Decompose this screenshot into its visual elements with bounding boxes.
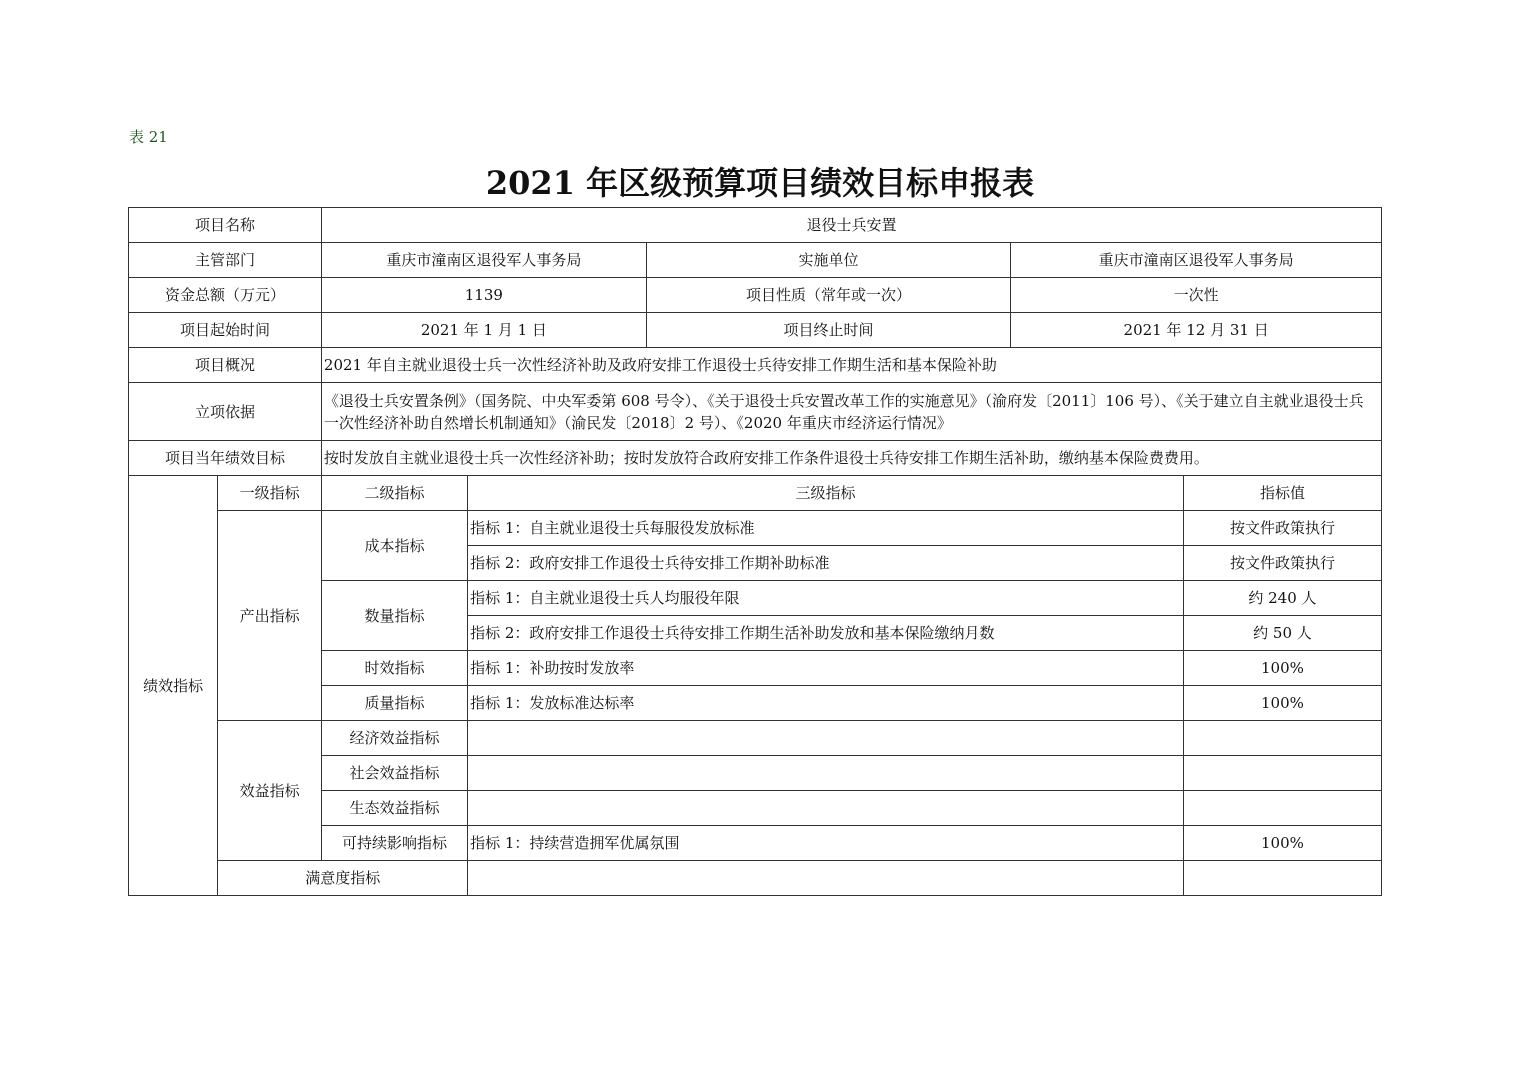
dept-label: 主管部门 (129, 243, 322, 278)
quality-indicator-1: 指标 1：发放标准达标率 (468, 686, 1184, 721)
header-value: 指标值 (1183, 476, 1381, 511)
table-row (129, 476, 1382, 511)
impl-label: 实施单位 (646, 243, 1011, 278)
table-row (129, 278, 1382, 313)
header-level1: 一级指标 (218, 476, 322, 511)
cost-indicator-1: 指标 1：自主就业退役士兵每服役发放标准 (468, 511, 1184, 546)
table-row (129, 861, 1382, 896)
economic-benefit-detail (468, 721, 1184, 756)
sustainability-indicator-1: 指标 1：持续营造拥军优属氛围 (468, 826, 1184, 861)
social-benefit-indicator: 社会效益指标 (321, 756, 467, 791)
cost-indicator-2: 指标 2：政府安排工作退役士兵待安排工作期补助标准 (468, 546, 1184, 581)
benefit-indicator: 效益指标 (218, 721, 322, 861)
quality-indicator-1-value: 100% (1183, 686, 1381, 721)
cost-indicator: 成本指标 (321, 511, 467, 581)
ecological-benefit-detail (468, 791, 1184, 826)
timeliness-indicator: 时效指标 (321, 651, 467, 686)
quantity-indicator-1-value: 约 240 人 (1183, 581, 1381, 616)
quality-indicator: 质量指标 (321, 686, 467, 721)
goal-value: 按时发放自主就业退役士兵一次性经济补助；按时发放符合政府安排工作条件退役士兵待安排工作期生活补助，缴纳基本保险费费用。 (321, 441, 1381, 476)
table-row (129, 511, 1382, 546)
table-row (129, 243, 1382, 278)
social-benefit-detail (468, 756, 1184, 791)
table-row (129, 313, 1382, 348)
basis-label: 立项依据 (129, 383, 322, 441)
ecological-benefit-value (1183, 791, 1381, 826)
project-name-value: 退役士兵安置 (321, 208, 1381, 243)
cost-indicator-2-value: 按文件政策执行 (1183, 546, 1381, 581)
social-benefit-value (1183, 756, 1381, 791)
sustainability-indicator-1-value: 100% (1183, 826, 1381, 861)
quantity-indicator: 数量指标 (321, 581, 467, 651)
table-row (129, 441, 1382, 476)
goal-label: 项目当年绩效目标 (129, 441, 322, 476)
cost-indicator-1-value: 按文件政策执行 (1183, 511, 1381, 546)
dept-value: 重庆市潼南区退役军人事务局 (321, 243, 646, 278)
nature-value: 一次性 (1011, 278, 1382, 313)
fund-value: 1139 (321, 278, 646, 313)
page-title: 2021 年区级预算项目绩效目标申报表 (485, 164, 1035, 202)
economic-benefit-value (1183, 721, 1381, 756)
fund-label: 资金总额（万元） (129, 278, 322, 313)
output-indicator: 产出指标 (218, 511, 322, 721)
ecological-benefit-indicator: 生态效益指标 (321, 791, 467, 826)
table-row (129, 348, 1382, 383)
satisfaction-value (1183, 861, 1381, 896)
start-value: 2021 年 1 月 1 日 (321, 313, 646, 348)
overview-value: 2021 年自主就业退役士兵一次性经济补助及政府安排工作退役士兵待安排工作期生活和基本保险补助 (321, 348, 1381, 383)
header-level3: 三级指标 (468, 476, 1184, 511)
project-name-label: 项目名称 (129, 208, 322, 243)
nature-label: 项目性质（常年或一次） (646, 278, 1011, 313)
performance-target-table (128, 207, 1382, 896)
end-label: 项目终止时间 (646, 313, 1011, 348)
end-value: 2021 年 12 月 31 日 (1011, 313, 1382, 348)
satisfaction-indicator: 满意度指标 (218, 861, 468, 896)
sustainability-indicator: 可持续影响指标 (321, 826, 467, 861)
quantity-indicator-2-value: 约 50 人 (1183, 616, 1381, 651)
table-number: 表 21 (129, 128, 168, 146)
timeliness-indicator-1: 指标 1：补助按时发放率 (468, 651, 1184, 686)
table-row (129, 208, 1382, 243)
impl-value: 重庆市潼南区退役军人事务局 (1011, 243, 1382, 278)
satisfaction-detail (468, 861, 1184, 896)
start-label: 项目起始时间 (129, 313, 322, 348)
table-row (129, 383, 1382, 441)
economic-benefit-indicator: 经济效益指标 (321, 721, 467, 756)
quantity-indicator-1: 指标 1：自主就业退役士兵人均服役年限 (468, 581, 1184, 616)
overview-label: 项目概况 (129, 348, 322, 383)
quantity-indicator-2: 指标 2：政府安排工作退役士兵待安排工作期生活补助发放和基本保险缴纳月数 (468, 616, 1184, 651)
timeliness-indicator-1-value: 100% (1183, 651, 1381, 686)
perf-section-label: 绩效指标 (129, 476, 218, 896)
basis-value: 《退役士兵安置条例》（国务院、中央军委第 608 号令）、《关于退役士兵安置改革工作的实施意见》（渝府发〔2011〕106 号）、《关于建立自主就业退役士兵一次性经济补助自然增长机制通知》（渝民发〔2018〕2 号）、《2020 年重庆市经济运行情况》 (321, 383, 1381, 441)
header-level2: 二级指标 (321, 476, 467, 511)
table-row (129, 721, 1382, 756)
